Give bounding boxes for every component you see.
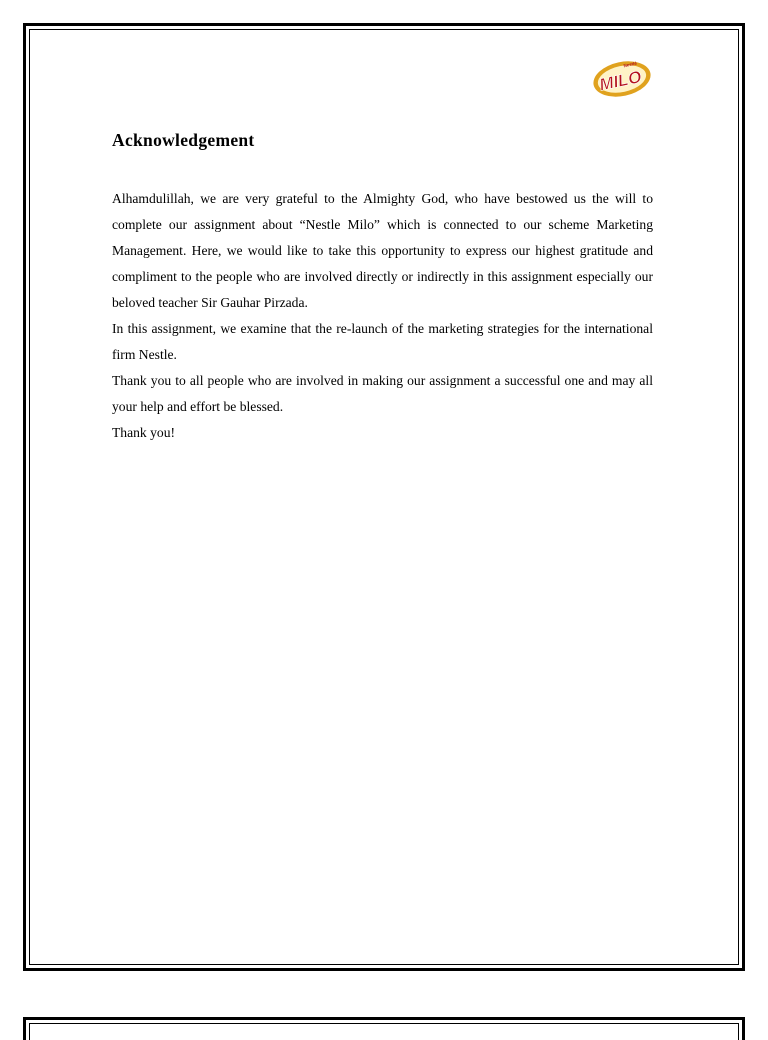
paragraph-thanks-contributors: Thank you to all people who are involved in making our assignment a successful one and may all your help and effort be blessed. bbox=[112, 373, 653, 414]
page-title: Acknowledgement bbox=[112, 130, 255, 150]
paragraph-gratitude: Alhamdulillah, we are very grateful to the Almighty God, who have bestowed us the will to complete our assignment about “Nestle Milo” which is connected to our scheme Marketing Management. Here, we would like to take this opportunity to express our highest gratitude and compliment to the people who are involved directly or indirectly in this assignment especially our beloved teacher Sir Gauhar Pirzada. bbox=[112, 191, 653, 310]
page-border bbox=[23, 23, 745, 971]
next-page-border bbox=[23, 1017, 745, 1040]
next-page-border-inner bbox=[29, 1023, 739, 1040]
milo-logo-icon bbox=[591, 56, 653, 100]
paragraph-assignment-scope: In this assignment, we examine that the re-launch of the marketing strategies for the international firm Nestle. bbox=[112, 321, 653, 362]
logo-brand-text: MILO bbox=[597, 67, 644, 95]
acknowledgement-body bbox=[112, 186, 653, 446]
paragraph-closing: Thank you! bbox=[112, 425, 176, 440]
logo-maker-text: Nestlé bbox=[623, 60, 638, 69]
page-border-inner bbox=[29, 29, 739, 965]
